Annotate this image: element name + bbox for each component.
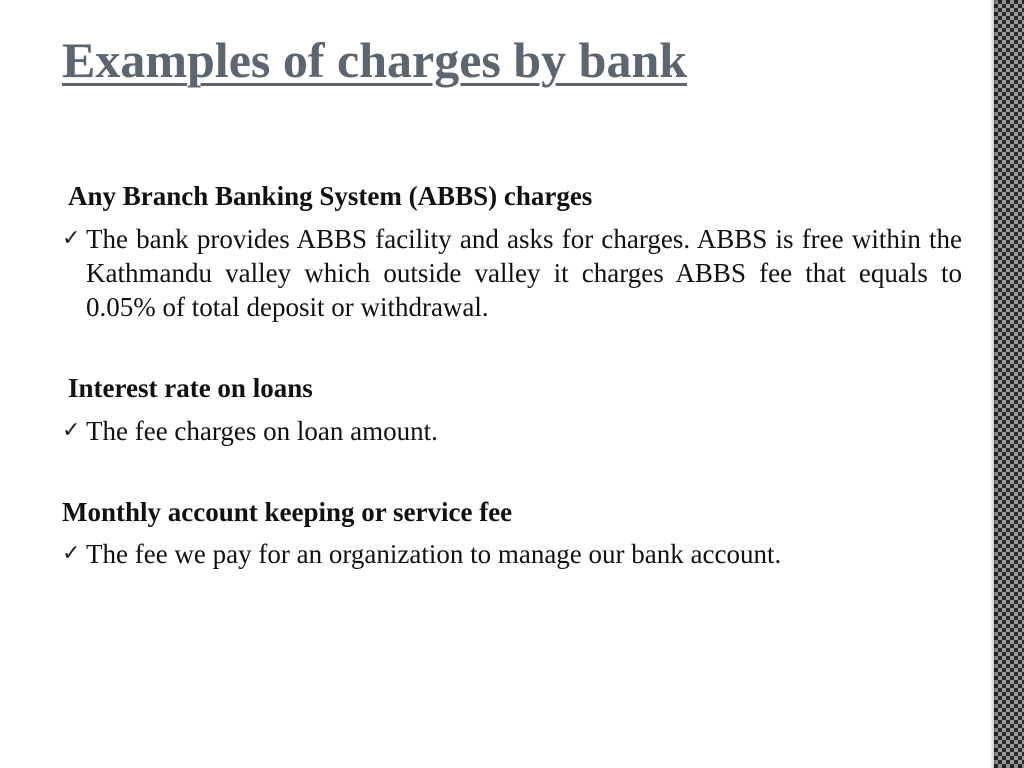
check-icon: ✓ <box>62 541 81 566</box>
bullet-interest <box>62 414 962 448</box>
check-icon: ✓ <box>62 418 81 443</box>
section-heading-monthly-fee: Monthly account keeping or service fee <box>62 497 513 527</box>
bullet-abbs <box>62 222 962 324</box>
check-icon: ✓ <box>62 226 81 251</box>
section-heading-interest: Interest rate on loans <box>68 373 313 403</box>
bullet-text-monthly-fee: The fee we pay for an organization to manage our bank account. <box>86 539 782 569</box>
slide-title: Examples of charges by bank <box>62 32 688 88</box>
bullet-monthly-fee <box>62 537 962 571</box>
decorative-border <box>990 0 1024 768</box>
bullet-text-interest: The fee charges on loan amount. <box>86 416 438 446</box>
section-heading-abbs: Any Branch Banking System (ABBS) charges <box>68 181 593 211</box>
bullet-text-abbs: The bank provides ABBS facility and asks for charges. ABBS is free within the Kathmandu valley which outside valley it charges ABBS fee that equals to 0.05% of total deposit or withdrawal. <box>86 224 962 322</box>
